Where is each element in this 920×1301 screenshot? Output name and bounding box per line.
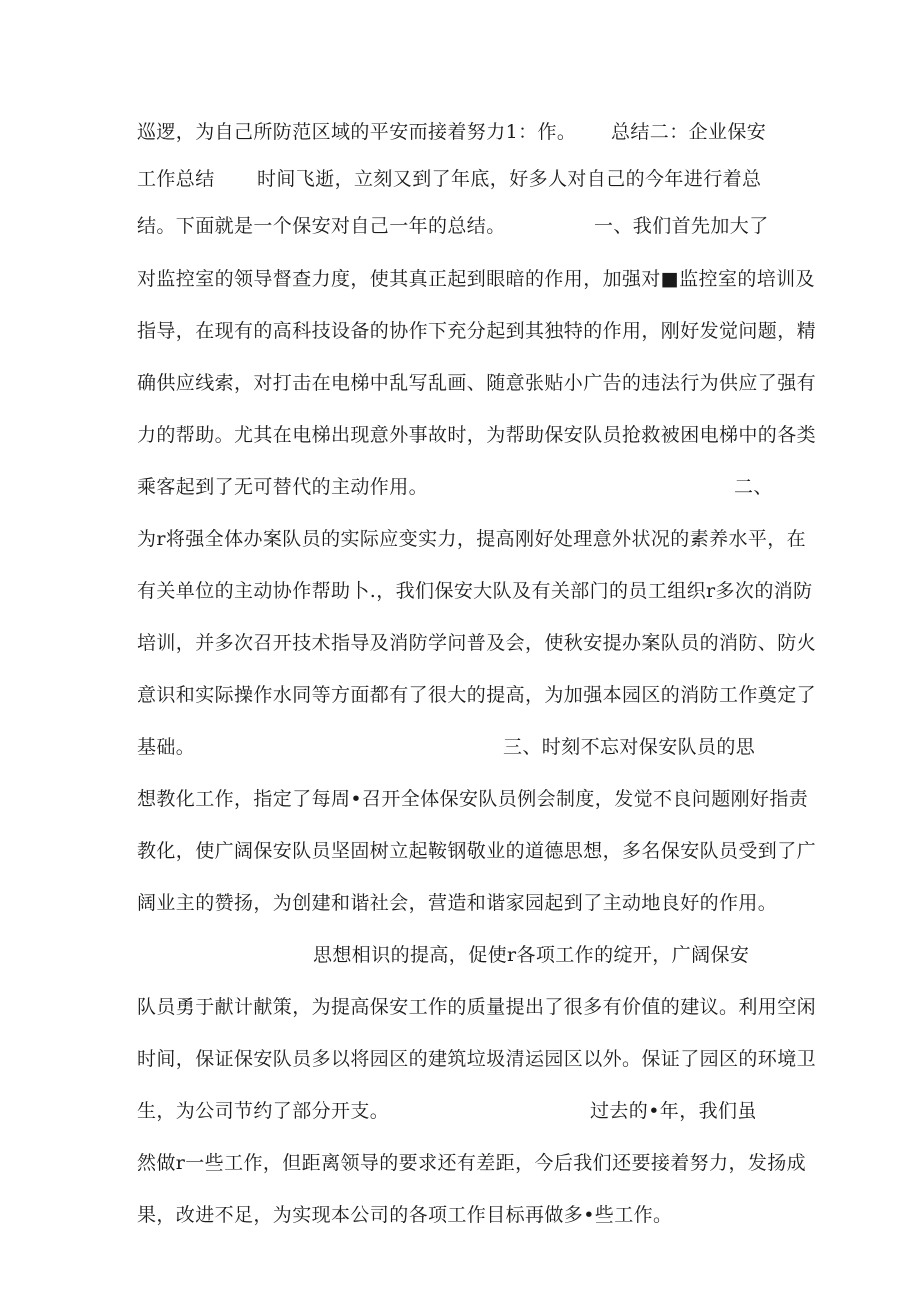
text-line-main: 生，为公司节约了部分开支。: [137, 1100, 390, 1122]
text-line: [137, 886, 787, 920]
text-line: [137, 678, 817, 712]
text-line: [137, 314, 817, 348]
text-line: [137, 834, 817, 868]
text-line-main: 教化，使广阔保安队员坚固树立起鞍钢敬业的道德思想，多名保安队员受到了广: [137, 840, 817, 862]
text-line: [137, 1146, 807, 1180]
text-line-tail: 思想相识的提高，促使r各项工作的绽开，广阔保安: [313, 944, 750, 966]
text-line-main: 然做r一些工作，但距离领导的要求还有差距，今后我们还要接着努力，发扬成: [137, 1152, 807, 1174]
text-line: [137, 470, 787, 504]
text-line: [137, 162, 787, 196]
text-line: [137, 262, 815, 296]
text-line: [137, 522, 807, 556]
text-line: [137, 418, 817, 452]
text-line-main: 基础。: [137, 736, 196, 758]
text-line-main: 指导，在现有的高科技设备的协作下充分起到其独特的作用，刚好发觉问题，精: [137, 320, 817, 342]
text-line-main: 果，改进不足，为实现本公司的各项工作目标再做多•些工作。: [137, 1204, 673, 1226]
text-line-tail: 二、: [734, 476, 773, 498]
text-line-tail: 时间飞逝，立刻又到了年底，好多人对自己的今年进行着总: [257, 168, 762, 190]
text-line: [137, 1094, 787, 1128]
text-line-main: 培训，并多次召开技术指导及消防学问普及会，使秋安提办案队员的消防、防火: [137, 632, 817, 654]
text-line-tail: 总结二：企业保安: [611, 121, 767, 143]
text-line: [137, 782, 809, 816]
text-line-main: 想教化工作，指定了每周•召开全体保安队员例会制度，发觉不良问题刚好指责: [137, 788, 809, 810]
text-line-tail: 一、我们首先加大了: [594, 215, 769, 237]
text-line-main: 为r将强全体办案队员的实际应变实力，提高刚好处理意外状况的素养水平，在: [137, 528, 807, 550]
text-line-main: 巡逻，为自己所防范区域的平安而接着努力1：作。: [137, 121, 577, 143]
text-line: [137, 574, 813, 608]
text-line-main: 结。下面就是一个保安对自己一年的总结。: [137, 215, 506, 237]
text-line: [137, 990, 817, 1024]
text-line-main: 时间，保证保安队员多以将园区的建筑垃圾清运园区以外。保证了园区的环境卫: [137, 1048, 817, 1070]
text-line: [137, 209, 787, 243]
text-line-main: 队员勇于献计献策，为提高保安工作的质量提出了很多有价值的建议。利用空闲: [137, 996, 817, 1018]
text-line: [137, 938, 787, 972]
text-line-main: 乘客起到了无可替代的主动作用。: [137, 476, 429, 498]
text-line-tail: 三、时刻不忘对保安队员的思: [503, 736, 756, 758]
text-line-main: 确供应线索，对打击在电梯中乱写乱画、随意张贴小广告的违法行为供应了强有: [137, 372, 817, 394]
text-line-main: 对监控室的领导督查力度，使其真正起到眼暗的作用，加强对■监控室的培训及: [137, 268, 815, 290]
text-line: [137, 366, 817, 400]
text-line-main: 有关单位的主动协作帮助卜.，我们保安大队及有关部门的员工组织r多次的消防: [137, 580, 813, 602]
text-line-tail: 过去的•年，我们虽: [590, 1100, 757, 1122]
text-line-main: 力的帮助。尤其在电梯出现意外事故时，为帮助保安队员抢救被困电梯中的各类: [137, 424, 817, 446]
text-line: [137, 115, 787, 149]
text-line: [137, 626, 817, 660]
text-line: [137, 1198, 787, 1232]
text-line-main: 阔业主的赞扬，为创建和谐社会，营造和谐家园起到了主动地良好的作用。: [137, 892, 778, 914]
text-line: [137, 1042, 817, 1076]
text-line-main: 意识和实际操作水同等方面都有了很大的提高，为加强本园区的消防工作奠定了: [137, 684, 817, 706]
text-line: [137, 730, 787, 764]
text-line-main: 工作总结: [137, 168, 215, 190]
